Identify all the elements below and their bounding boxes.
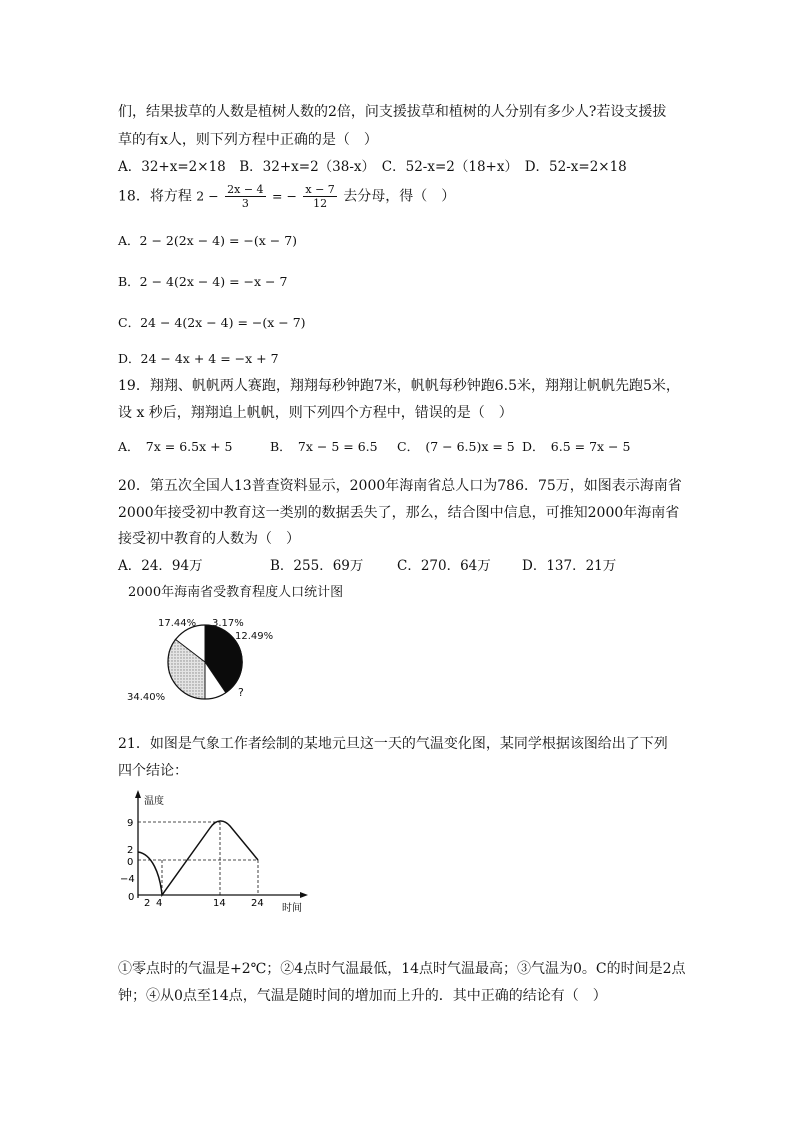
pie-chart-title: 2000年海南省受教育程度人口统计图: [128, 585, 344, 600]
q17-line2: 草的有x人，则下列方程中正确的是（ ）: [118, 132, 378, 148]
y-tick-9: 9: [127, 818, 134, 829]
q21-line1: 21．如图是气象工作者绘制的某地元旦这一天的气温变化图，某同学根据该图给出了下列: [118, 736, 668, 752]
origin-label: 0: [128, 892, 135, 903]
q21-conclusions-line1: ①零点时的气温是+2℃；②4点时气温最低，14点时气温最高；③气温为0。C的时间是2点: [118, 961, 686, 977]
pie-label-17-44: 17.44%: [158, 618, 197, 629]
y-tick-2: 2: [127, 845, 134, 856]
temperature-chart: [118, 790, 318, 915]
q18-fraction-2: [303, 183, 336, 210]
q21-conclusions-line2: 钟；④从0点至14点，气温是随时间的增加而上升的．其中正确的结论有（ ）: [118, 988, 607, 1004]
q18-frac1-denominator: 3: [241, 197, 249, 210]
x-axis-label: 时间: [282, 903, 302, 914]
q17-options: A．32+x=2×18 B．32+x=2（38-x） C．52-x=2（18+x） D．52-x=2×18: [118, 159, 627, 175]
y-axis-label: 温度: [144, 796, 164, 807]
y-tick-0: 0: [127, 857, 134, 868]
q18-prefix: 18．将方程: [118, 188, 192, 205]
q20-option-d: D．137．21万: [522, 558, 617, 574]
q21-line2: 四个结论：: [118, 763, 188, 779]
q19-line2: 设 x 秒后，翔翔追上帆帆，则下列四个方程中，错误的是（ ）: [118, 405, 513, 421]
q19-line1: 19．翔翔、帆帆两人赛跑，翔翔每秒钟跑7米，帆帆每秒钟跑6.5米，翔翔让帆帆先跑5米，: [118, 378, 680, 394]
q20-line2: 2000年接受初中教育这一类别的数据丢失了，那么，结合图中信息，可推知2000年海南省: [118, 505, 680, 521]
temperature-curve: [138, 821, 258, 895]
q17-line1: 们，结果拔草的人数是植树人数的2倍，问支援拔草和植树的人分别有多少人?若设支援拔: [118, 104, 667, 120]
q18-option-c: C．24 − 4(2x − 4) = −(x − 7): [118, 315, 306, 330]
q19-option-d: D． 6.5 = 7x − 5: [522, 439, 631, 454]
q20-line1: 20．第五次全国人13普查资料显示，2000年海南省总人口为786．75万，如图表示海南省: [118, 478, 682, 494]
q20-option-a: A．24．94万: [118, 558, 203, 574]
pie-chart: [150, 615, 290, 715]
pie-label-34-40: 34.40%: [127, 692, 166, 703]
q18-option-b: B．2 − 4(2x − 4) = −x − 7: [118, 274, 288, 289]
q18-stem: [118, 183, 455, 210]
q19-option-c: C． (7 − 6.5)x = 5: [397, 439, 515, 454]
y-axis-arrow: [135, 790, 141, 798]
q19-option-b: B． 7x − 5 = 6.5: [270, 439, 378, 454]
x-tick-4: 4: [156, 898, 163, 909]
q18-option-a: A．2 − 2(2x − 4) = −(x − 7): [118, 233, 298, 248]
q19-option-a: A． 7x = 6.5x + 5: [118, 439, 233, 454]
pie-label-12-49: 12.49%: [235, 631, 274, 642]
pie-label-3-17: 3.17%: [212, 618, 244, 629]
q18-frac1-numerator: 2x − 4: [227, 183, 264, 196]
x-axis-arrow: [300, 892, 308, 898]
q20-line3: 接受初中教育的人数为（ ）: [118, 531, 300, 547]
q18-option-d: D．24 − 4x + 4 = −x + 7: [118, 351, 279, 366]
x-tick-24: 24: [251, 898, 264, 909]
q18-lhs-start: 2 −: [196, 188, 219, 204]
q18-suffix: 去分母，得（ ）: [343, 188, 456, 205]
q18-fraction-1: [225, 183, 265, 210]
x-tick-14: 14: [213, 898, 226, 909]
q18-middle: = −: [272, 188, 297, 204]
q18-frac2-numerator: x − 7: [305, 183, 335, 196]
q20-option-c: C．270．64万: [397, 558, 491, 574]
q20-option-b: B．255．69万: [270, 558, 364, 574]
x-tick-2: 2: [144, 898, 151, 909]
q18-frac2-denominator: 12: [313, 197, 328, 210]
pie-label-unknown: ?: [238, 686, 244, 699]
y-tick-neg4: −4: [120, 874, 135, 885]
